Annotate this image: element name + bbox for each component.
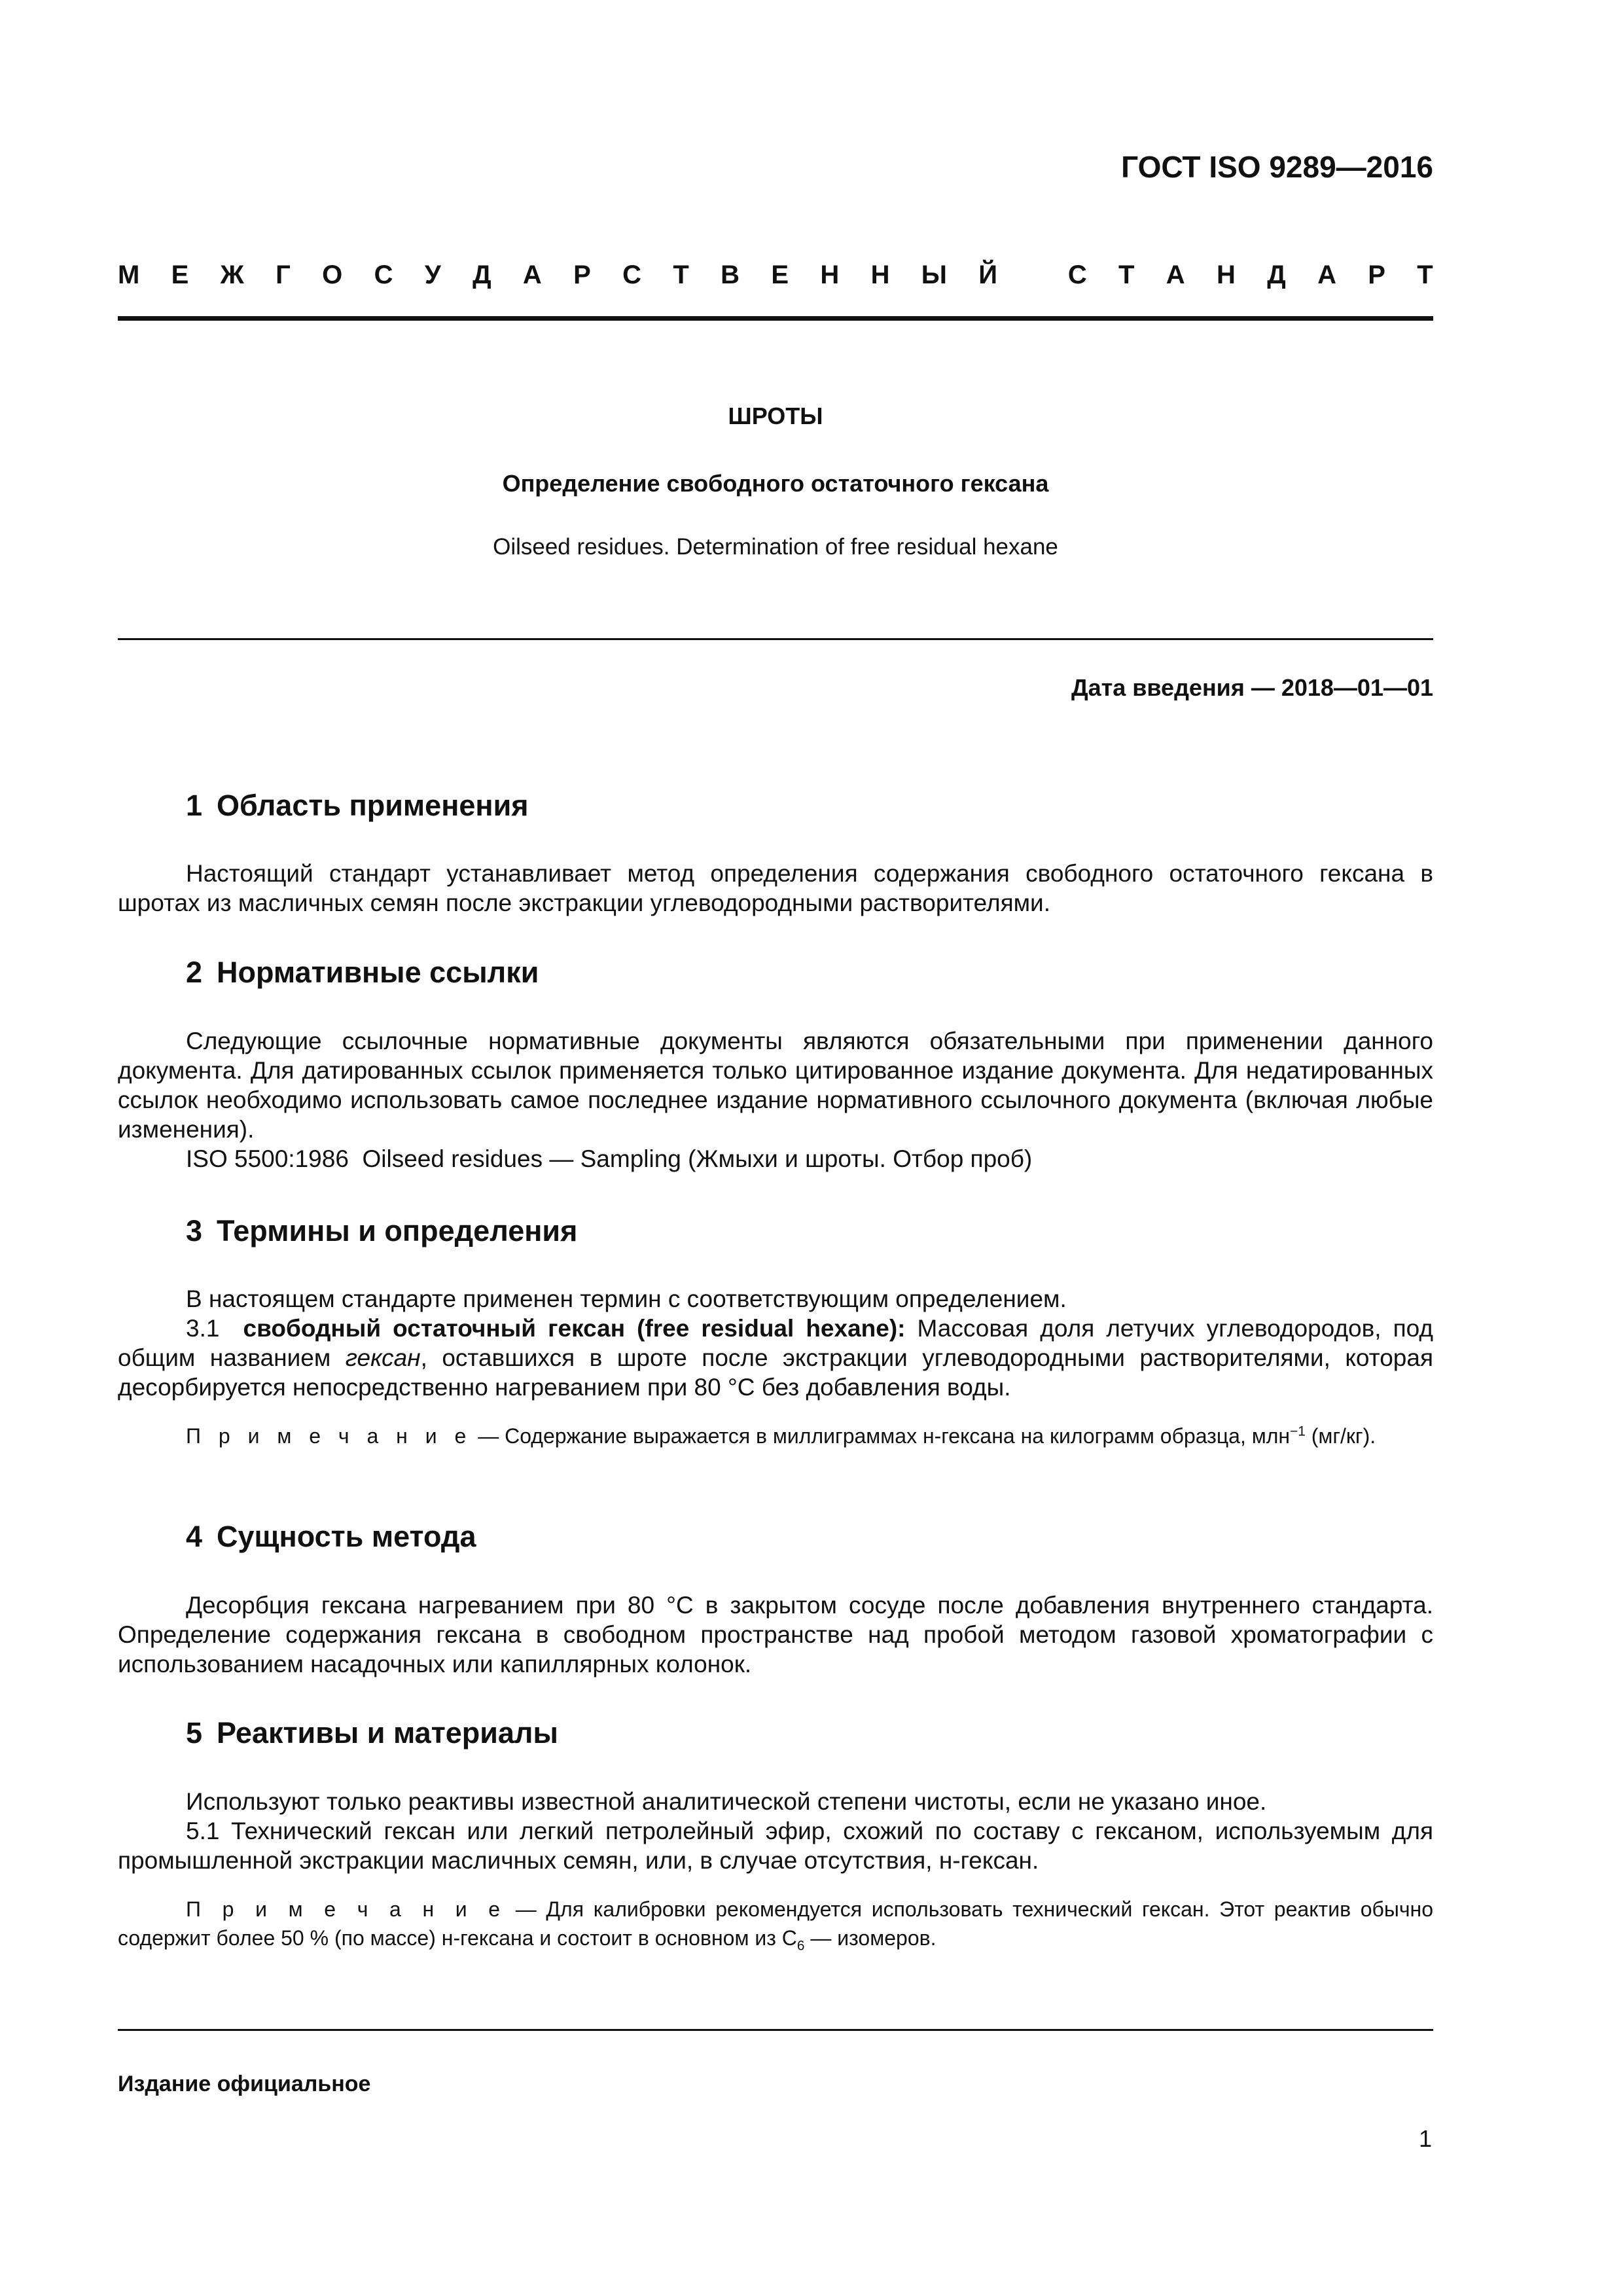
section-title: Область применения bbox=[217, 789, 529, 822]
banner-letter: О bbox=[322, 260, 343, 289]
banner-letter: Н bbox=[870, 260, 890, 289]
banner-letter: Ж bbox=[220, 260, 244, 289]
section-2-paragraph: Следующие ссылочные нормативные документы являются обязательными при применении данного документа. Для датированных ссылок применяется только цитированное издание документа. Для недатированных ссылок необходимо использовать самое последнее издание нормативного ссылочного документа (включая любые изменения). bbox=[118, 1028, 1433, 1143]
section-5-note bbox=[118, 1895, 1433, 1952]
banner-letter: Д bbox=[473, 260, 491, 289]
banner-letter: Т bbox=[1417, 260, 1433, 289]
section-3-note bbox=[118, 1422, 1433, 1450]
note-label: П р и м е ч а н и е bbox=[186, 1424, 473, 1448]
section-5-1-paragraph: 5.1 Технический гексан или легкий петролейный эфир, схожий по составу с гексаном, используемым для промышленной экстракции масличных семян, или, в случае отсутствия, н-гексан. bbox=[118, 1818, 1433, 1874]
banner-letter: Й bbox=[978, 260, 998, 289]
banner-letter: Ы bbox=[921, 260, 947, 289]
banner-letter: А bbox=[1317, 260, 1336, 289]
definition-text-a: Массовая доля летучих углеводородов, под общим названием bbox=[118, 1315, 1433, 1371]
banner-letter: А bbox=[522, 260, 542, 289]
section-number: 3 bbox=[186, 1214, 203, 1247]
normative-reference bbox=[118, 1144, 1433, 1174]
definition-text-b: , оставшихся в шроте после экстракции углеводородными растворителями, которая десорбируется непосредственно нагреванием при 80 °С без добавления воды. bbox=[118, 1344, 1433, 1401]
section-5-intro: Используют только реактивы известной аналитической степени чистоты, если не указано иное. bbox=[186, 1788, 1267, 1815]
section-number: 1 bbox=[186, 789, 203, 822]
term-name: свободный остаточный гексан (free residual hexane): bbox=[243, 1315, 906, 1342]
section-2-heading bbox=[186, 956, 539, 990]
document-subtitle: Определение свободного остаточного гексана bbox=[502, 470, 1049, 497]
document-code: ГОСТ ISO 9289—2016 bbox=[1121, 150, 1433, 184]
section-1-heading bbox=[186, 789, 529, 823]
banner-letter: Г bbox=[276, 260, 291, 289]
section-3-intro: В настоящем стандарте применен термин с соответствующим определением. bbox=[186, 1285, 1067, 1312]
section-1-paragraph: Настоящий стандарт устанавливает метод определения содержания свободного остаточного гексана в шротах из масличных семян после экстракции углеводородными растворителями. bbox=[118, 860, 1433, 916]
section-4-paragraph: Десорбция гексана нагреванием при 80 °С в закрытом сосуде после добавления внутреннего стандарта. Определение содержания гексана в свободном пространстве над пробой методом газовой хроматографии с использованием насадочных или капиллярных колонок. bbox=[118, 1592, 1433, 1677]
title-rule bbox=[118, 638, 1433, 640]
note-subscript: 6 bbox=[796, 1938, 805, 1954]
note-superscript: −1 bbox=[1290, 1424, 1306, 1439]
term-definition bbox=[118, 1314, 1433, 1402]
section-title: Сущность метода bbox=[217, 1520, 476, 1553]
introduction-date: Дата введения — 2018—01—01 bbox=[1071, 674, 1433, 701]
banner-letter: С bbox=[1067, 260, 1087, 289]
section-5-heading bbox=[186, 1716, 558, 1750]
banner-letter bbox=[1029, 260, 1036, 290]
section-3-heading bbox=[186, 1214, 577, 1248]
section-number: 2 bbox=[186, 956, 203, 989]
banner-letter: Н bbox=[1217, 260, 1236, 289]
banner-letter: Т bbox=[1118, 260, 1135, 289]
document-title: ШРОТЫ bbox=[728, 403, 823, 429]
section-title: Реактивы и материалы bbox=[217, 1716, 558, 1749]
banner-letter: У bbox=[424, 260, 441, 289]
banner-letter: С bbox=[622, 260, 642, 289]
banner-letter: С bbox=[374, 260, 393, 289]
footer-rule bbox=[118, 2029, 1433, 2031]
banner-letter: В bbox=[721, 260, 740, 289]
page-number: 1 bbox=[1418, 2125, 1432, 2152]
section-number: 4 bbox=[186, 1520, 203, 1553]
reference-code: ISO 5500:1986 bbox=[186, 1145, 349, 1172]
banner-letter: Т bbox=[673, 260, 689, 289]
note-label: П р и м е ч а н и е bbox=[186, 1897, 507, 1921]
header-rule bbox=[118, 316, 1433, 321]
reference-title: Oilseed residues — Sampling (Жмыхи и шроты. Отбор проб) bbox=[362, 1145, 1033, 1172]
banner-letter: Д bbox=[1267, 260, 1286, 289]
term-number: 3.1 bbox=[186, 1315, 220, 1342]
note-text-a: — Для калибровки рекомендуется использовать технический гексан. Этот реактив обычно содержит более 50 % (по массе) н-гексана и состоит в основном из С bbox=[118, 1897, 1434, 1950]
banner-letter: Е bbox=[171, 260, 189, 289]
definition-emphasis: гексан bbox=[345, 1344, 421, 1371]
english-title: Oilseed residues. Determination of free residual hexane bbox=[493, 534, 1058, 560]
section-4-heading bbox=[186, 1520, 476, 1554]
section-number: 5 bbox=[186, 1716, 203, 1749]
banner-letter: Р bbox=[1368, 260, 1385, 289]
banner-letter: Е bbox=[771, 260, 789, 289]
banner-letter: Н bbox=[820, 260, 840, 289]
section-title: Нормативные ссылки bbox=[217, 956, 539, 989]
note-text-b: (мг/кг). bbox=[1305, 1424, 1376, 1448]
section-title: Термины и определения bbox=[217, 1214, 578, 1247]
official-edition-label: Издание официальное bbox=[118, 2072, 371, 2096]
note-text-a: — Содержание выражается в миллиграммах н-гексана на килограмм образца, млн bbox=[472, 1424, 1291, 1448]
note-text-b: — изомеров. bbox=[804, 1926, 936, 1950]
banner-letter: А bbox=[1166, 260, 1185, 289]
banner-letter: Р bbox=[573, 260, 591, 289]
banner-letter: М bbox=[118, 260, 140, 289]
standard-banner bbox=[118, 260, 1433, 290]
